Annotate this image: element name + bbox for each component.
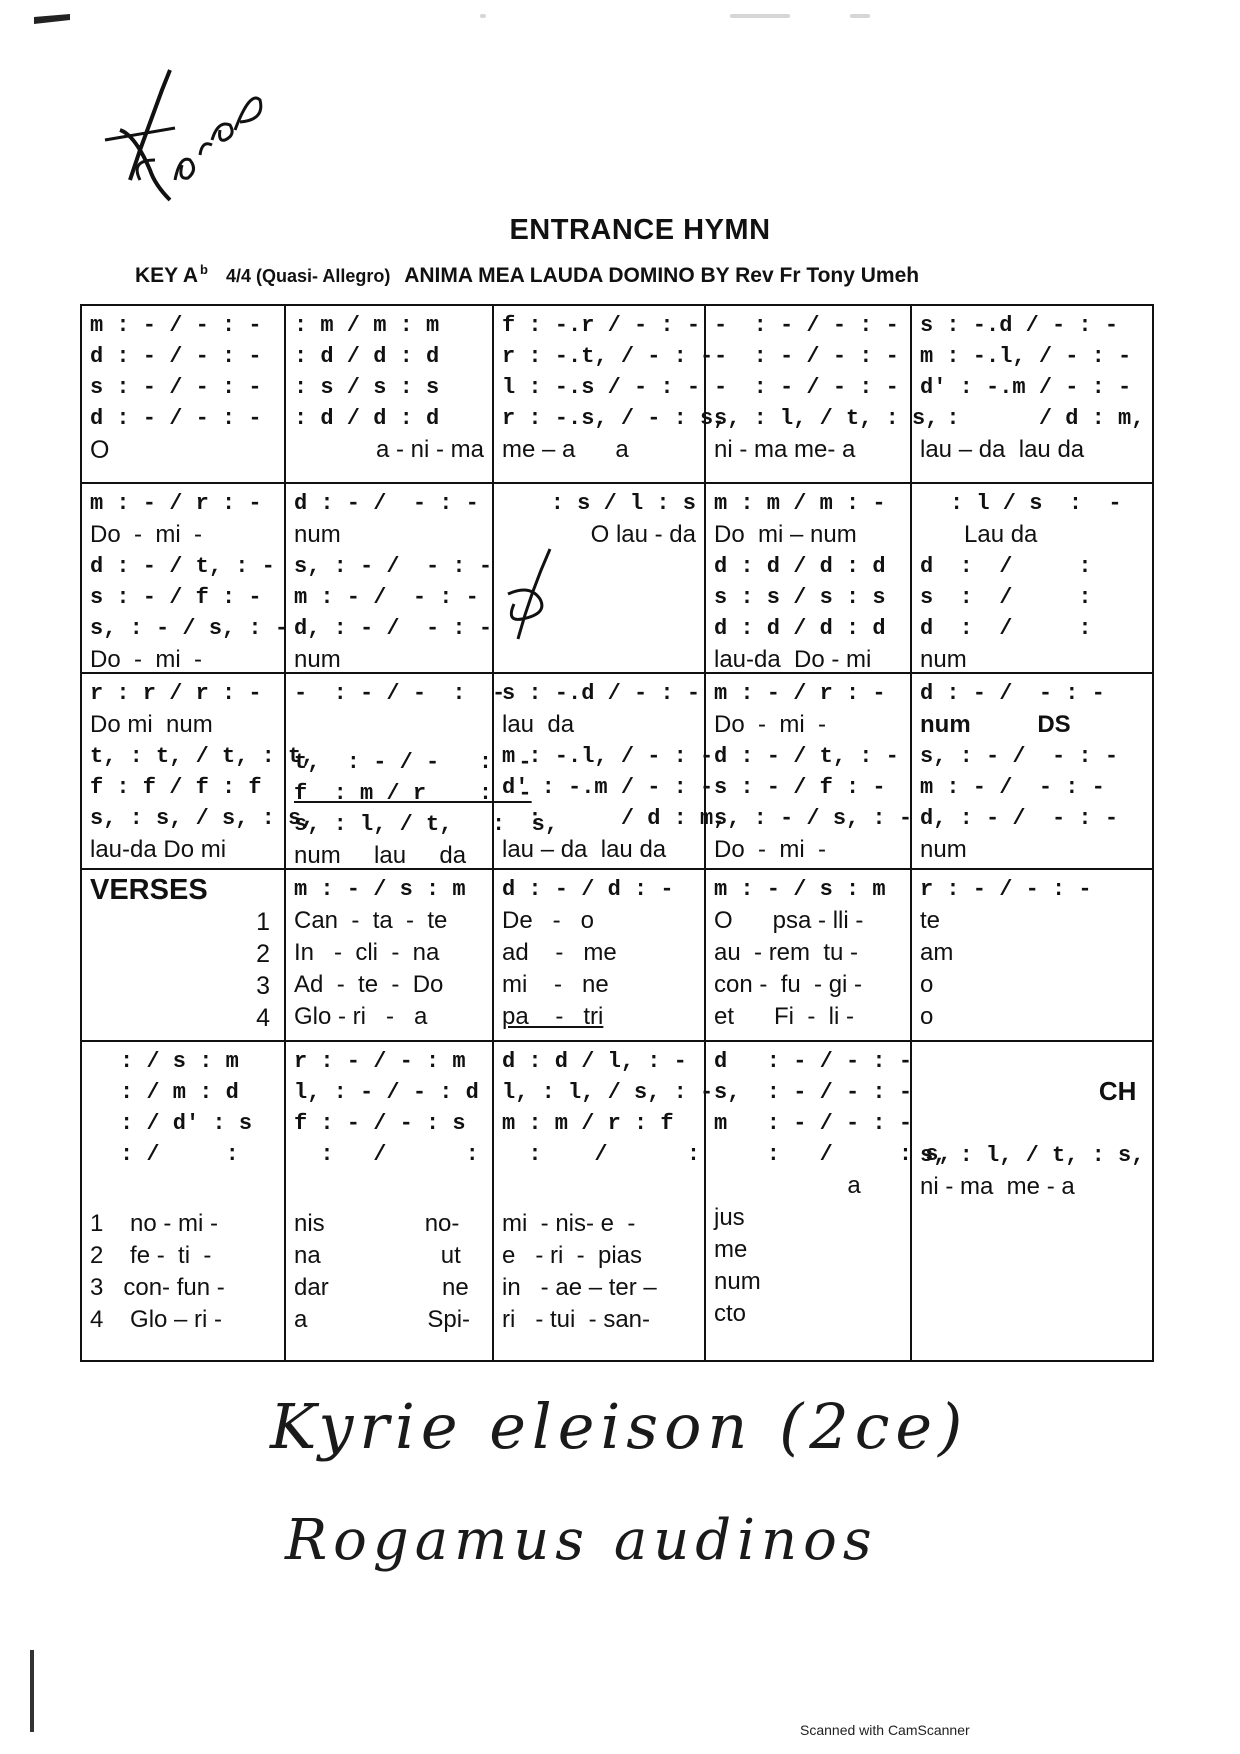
lyric-line: O lau - da bbox=[590, 521, 696, 548]
lyric-line: me – a a bbox=[502, 436, 629, 463]
score-line: s : -.d / - : - bbox=[502, 681, 701, 706]
handwritten-strike-mark bbox=[500, 544, 564, 644]
score-cell-r3c1 bbox=[82, 674, 315, 870]
blank-spacer bbox=[294, 709, 484, 747]
score-line: r : r / r : - bbox=[90, 681, 262, 706]
score-line: l, : - / - : d bbox=[294, 1080, 479, 1105]
score-line: r : - / - : m bbox=[294, 1049, 466, 1074]
score-line: : s / s : s bbox=[294, 375, 440, 400]
key-label: KEY A bbox=[135, 264, 199, 287]
score-line: s, : l, / t, : s, bbox=[294, 812, 559, 837]
score-cell-r5c5 bbox=[912, 1042, 1152, 1360]
lyric-line: lau – da lau da bbox=[920, 436, 1085, 463]
score-line: : s / l : s bbox=[550, 491, 696, 516]
flat-sign: b bbox=[200, 262, 208, 277]
score-line: d : d / l, : - bbox=[502, 1049, 687, 1074]
score-line: m : - / s : m bbox=[294, 877, 466, 902]
score-cell-r3c4 bbox=[706, 674, 912, 870]
lyric-line: au - rem tu - bbox=[714, 939, 859, 966]
hymn-title: ENTRANCE HYMN bbox=[509, 214, 771, 246]
tempo-label: 4/4 (Quasi- Allegro) bbox=[225, 266, 391, 286]
lyric-line: 1 no - mi - bbox=[90, 1210, 219, 1237]
score-line: : l / s : - bbox=[950, 491, 1122, 516]
score-line: f : m / r : - bbox=[294, 781, 532, 806]
lyric-line: ri - tui - san- bbox=[502, 1306, 651, 1333]
score-cell-r5c3 bbox=[494, 1042, 714, 1360]
lyric-line: con - fu - gi - bbox=[714, 971, 863, 998]
score-line: d : - / - : - bbox=[714, 1049, 913, 1074]
score-line: r : -.t, / - : - bbox=[502, 344, 714, 369]
lyric-line: ad - me bbox=[502, 939, 617, 966]
score-cell-r1c3 bbox=[494, 306, 727, 484]
score-line: : / : bbox=[502, 1142, 701, 1167]
score-line: r : - / - : - bbox=[920, 877, 1092, 902]
score-cell-r1c4 bbox=[706, 306, 939, 484]
score-line: d' : -.m / - : - bbox=[920, 375, 1132, 400]
score-line: : / d : m, bbox=[502, 806, 727, 831]
lyric-line: 2 fe - ti - bbox=[90, 1242, 212, 1269]
score-line: : / d : m, bbox=[920, 406, 1145, 431]
blank-spacer bbox=[294, 1170, 484, 1208]
score-line: s, : s, / s, : s, bbox=[90, 806, 315, 831]
score-cell-r5c4 bbox=[706, 1042, 952, 1360]
score-line: - : - / - : - bbox=[294, 681, 506, 706]
score-line: d : / : bbox=[920, 554, 1092, 579]
score-line: : / s : m bbox=[120, 1049, 239, 1074]
lyric-line: cto bbox=[714, 1300, 747, 1327]
verse-number: 3 bbox=[256, 972, 270, 1000]
lyric-line: De - o bbox=[502, 907, 595, 934]
hymn-credit: ANIMA MEA LAUDA DOMINO BY Rev Fr Tony Umeh bbox=[404, 264, 920, 287]
lyric-line: a Spi- bbox=[294, 1306, 471, 1333]
lyric-line: pa - tri bbox=[502, 1003, 604, 1030]
score-line: s, : l, / t, : s, bbox=[920, 1143, 1145, 1168]
score-line: m : - / r : - bbox=[714, 681, 886, 706]
lyric-line: Do - mi - bbox=[90, 521, 202, 548]
lyric-line: lau da bbox=[502, 711, 575, 738]
lyric-line: Do mi num bbox=[90, 711, 213, 738]
score-line: : / d' : s bbox=[120, 1111, 253, 1136]
lyric-line: lau-da Do - mi bbox=[714, 646, 872, 673]
score-cell-r1c1 bbox=[82, 306, 286, 484]
lyric-line: O bbox=[90, 436, 110, 464]
score-line: - : - / - : - bbox=[714, 313, 899, 338]
score-line: : / : s, bbox=[714, 1142, 952, 1167]
score-line: d : - / - : - bbox=[294, 491, 479, 516]
lyric-line: na ut bbox=[294, 1242, 461, 1269]
lyric-line: mi - nis- e - bbox=[502, 1210, 636, 1237]
scan-smudge bbox=[480, 14, 486, 18]
lyric-line: ni - ma me - a bbox=[920, 1173, 1075, 1200]
lyric-line: Do - mi - bbox=[714, 836, 826, 863]
score-line: s, : - / s, : - bbox=[90, 616, 289, 641]
score-cell-r4c3 bbox=[494, 870, 706, 1042]
lyric-line: 4 Glo – ri - bbox=[90, 1306, 223, 1333]
score-line: d : - / d : - bbox=[502, 877, 674, 902]
score-line: t, : t, / t, : t, bbox=[90, 744, 315, 769]
verse-number: 1 bbox=[256, 908, 270, 936]
verse-number: 2 bbox=[256, 940, 270, 968]
verse-number: 4 bbox=[256, 1004, 270, 1032]
scan-smudge bbox=[730, 14, 790, 18]
blank-spacer bbox=[920, 1046, 1144, 1080]
score-line: d : d / d : d bbox=[714, 616, 886, 641]
score-line: m : -.l, / - : - bbox=[920, 344, 1132, 369]
score-cell-r1c2 bbox=[286, 306, 494, 484]
scan-edge-mark bbox=[30, 1650, 34, 1732]
score-line: : / m : d bbox=[120, 1080, 239, 1105]
lyric-line: me bbox=[714, 1236, 748, 1263]
score-line: s, : l, / t, : s, bbox=[714, 406, 939, 431]
lyric-line: e - ri - pias bbox=[502, 1242, 643, 1269]
score-line: m : -.l, / - : - bbox=[502, 744, 714, 769]
score-line: s : / : bbox=[920, 585, 1092, 610]
lyric-line: num bbox=[294, 646, 341, 673]
lyric-line: num bbox=[920, 836, 967, 863]
lyric-line: num bbox=[920, 646, 967, 673]
score-line: s : - / f : - bbox=[90, 585, 262, 610]
score-line: d, : - / - : - bbox=[294, 616, 493, 641]
lyric-line: nis no- bbox=[294, 1210, 460, 1237]
score-line: d : - / - : - bbox=[90, 406, 262, 431]
lyric-line: num bbox=[714, 1268, 761, 1295]
chorus-marker: CH bbox=[1098, 1076, 1137, 1106]
score-line: t, : - / - : - bbox=[294, 750, 532, 775]
score-line: m : m / r : f bbox=[502, 1111, 674, 1136]
score-line: : d / d : d bbox=[294, 344, 440, 369]
score-line: - : - / - : - bbox=[714, 375, 899, 400]
score-line: : d / d : d bbox=[294, 406, 440, 431]
score-line: d : / : bbox=[920, 616, 1092, 641]
handwritten-note-rogamus: Rogamus audinos bbox=[285, 1508, 878, 1573]
score-line: - : - / - : - bbox=[714, 344, 899, 369]
verses-heading: VERSES bbox=[90, 874, 208, 906]
score-cell-r4c2 bbox=[286, 870, 494, 1042]
score-line: f : - / - : s bbox=[294, 1111, 466, 1136]
lyric-line: o bbox=[920, 971, 934, 998]
lyric-line: 3 con- fun - bbox=[90, 1274, 225, 1301]
lyric-line: dar ne bbox=[294, 1274, 469, 1301]
score-cell-r2c1 bbox=[82, 484, 289, 674]
lyric-line: a - ni - ma bbox=[375, 436, 484, 463]
score-cell-r2c4 bbox=[706, 484, 912, 674]
score-line: d : - / - : - bbox=[90, 344, 262, 369]
solfa-score-grid bbox=[80, 304, 1154, 1362]
score-cell-r3c2 bbox=[286, 674, 559, 870]
score-line: l : -.s / - : - bbox=[502, 375, 701, 400]
lyric-line: in - ae – ter – bbox=[502, 1274, 657, 1301]
score-cell-r5c1 bbox=[82, 1042, 286, 1360]
score-cell-r1c5 bbox=[912, 306, 1152, 484]
score-cell-r2c5 bbox=[912, 484, 1152, 674]
scan-smudge bbox=[850, 14, 870, 18]
lyric-line: num DS bbox=[920, 711, 1071, 738]
lyric-line: Do mi – num bbox=[714, 521, 857, 548]
lyric-line: a bbox=[714, 1172, 861, 1199]
score-line: s, : - / s, : - bbox=[714, 806, 913, 831]
score-line: m : - / s : m bbox=[714, 877, 886, 902]
lyric-line: num lau da bbox=[294, 842, 467, 869]
lyric-line: Ad - te - Do bbox=[294, 971, 444, 998]
lyric-line: am bbox=[920, 939, 954, 966]
score-line: m : - / - : - bbox=[90, 313, 262, 338]
lyric-line: te bbox=[920, 907, 941, 934]
lyric-line: Do - mi - bbox=[90, 646, 202, 673]
score-cell-r4c4 bbox=[706, 870, 912, 1042]
lyric-line: num bbox=[294, 521, 341, 548]
score-line: d : - / t, : - bbox=[90, 554, 275, 579]
score-line: : / : bbox=[120, 1142, 239, 1167]
lyric-line: lau-da Do mi bbox=[90, 836, 227, 863]
score-cell-r2c2 bbox=[286, 484, 494, 674]
score-line: l, : l, / s, : - bbox=[502, 1080, 714, 1105]
lyric-line: lau – da lau da bbox=[502, 836, 667, 863]
score-line: s : - / - : - bbox=[90, 375, 262, 400]
score-line: d, : - / - : - bbox=[920, 806, 1119, 831]
score-line: s : s / s : s bbox=[714, 585, 886, 610]
score-cell-r2c3 bbox=[494, 484, 706, 674]
score-line: d : - / - : - bbox=[920, 681, 1105, 706]
lyric-line: Glo - ri - a bbox=[294, 1003, 428, 1030]
lyric-line: Lau da bbox=[964, 521, 1038, 548]
lyric-line: mi - ne bbox=[502, 971, 609, 998]
score-line: m : - / - : - bbox=[714, 1111, 913, 1136]
score-cell-r4c1 bbox=[82, 870, 286, 1042]
lyric-line: In - cli - na bbox=[294, 939, 440, 966]
scan-corner-mark bbox=[34, 14, 70, 24]
score-line: s : -.d / - : - bbox=[920, 313, 1119, 338]
score-line: r : -.s, / - : s, bbox=[502, 406, 727, 431]
lyric-line: et Fi - li - bbox=[714, 1003, 855, 1030]
handwritten-signature bbox=[100, 60, 280, 220]
blank-spacer bbox=[502, 1170, 696, 1208]
score-line: s, : - / - : - bbox=[714, 1080, 913, 1105]
blank-spacer bbox=[90, 1170, 276, 1208]
score-line: : m / m : m bbox=[294, 313, 440, 338]
score-line: d : d / d : d bbox=[714, 554, 886, 579]
score-line: s : - / f : - bbox=[714, 775, 886, 800]
score-line: s, : - / - : - bbox=[920, 744, 1119, 769]
score-line: d : - / t, : - bbox=[714, 744, 899, 769]
lyric-line: O psa - lli - bbox=[714, 907, 864, 934]
score-line: m : - / - : - bbox=[920, 775, 1105, 800]
lyric-line: jus bbox=[714, 1204, 745, 1231]
lyric-line: o bbox=[920, 1003, 934, 1030]
lyric-line: Do - mi - bbox=[714, 711, 826, 738]
handwritten-note-kyrie: Kyrie eleison (2ce) bbox=[270, 1390, 969, 1463]
score-line: f : f / f : f bbox=[90, 775, 262, 800]
scanner-watermark: Scanned with CamScanner bbox=[800, 1722, 970, 1738]
score-line: m : - / - : - bbox=[294, 585, 479, 610]
score-cell-r3c3 bbox=[494, 674, 727, 870]
score-cell-r3c5 bbox=[912, 674, 1152, 870]
lyric-line: ni - ma me- a bbox=[714, 436, 856, 463]
score-line: m : - / r : - bbox=[90, 491, 262, 516]
hymn-subtitle bbox=[135, 262, 1155, 288]
score-cell-r4c5 bbox=[912, 870, 1152, 1042]
score-line: s, : - / - : - bbox=[294, 554, 493, 579]
score-line: : / : bbox=[294, 1142, 479, 1167]
score-line: d' : -.m / - : - bbox=[502, 775, 714, 800]
score-cell-r5c2 bbox=[286, 1042, 494, 1360]
lyric-line: Can - ta - te bbox=[294, 907, 448, 934]
score-line: f : -.r / - : - bbox=[502, 313, 701, 338]
score-line: m : m / m : - bbox=[714, 491, 886, 516]
